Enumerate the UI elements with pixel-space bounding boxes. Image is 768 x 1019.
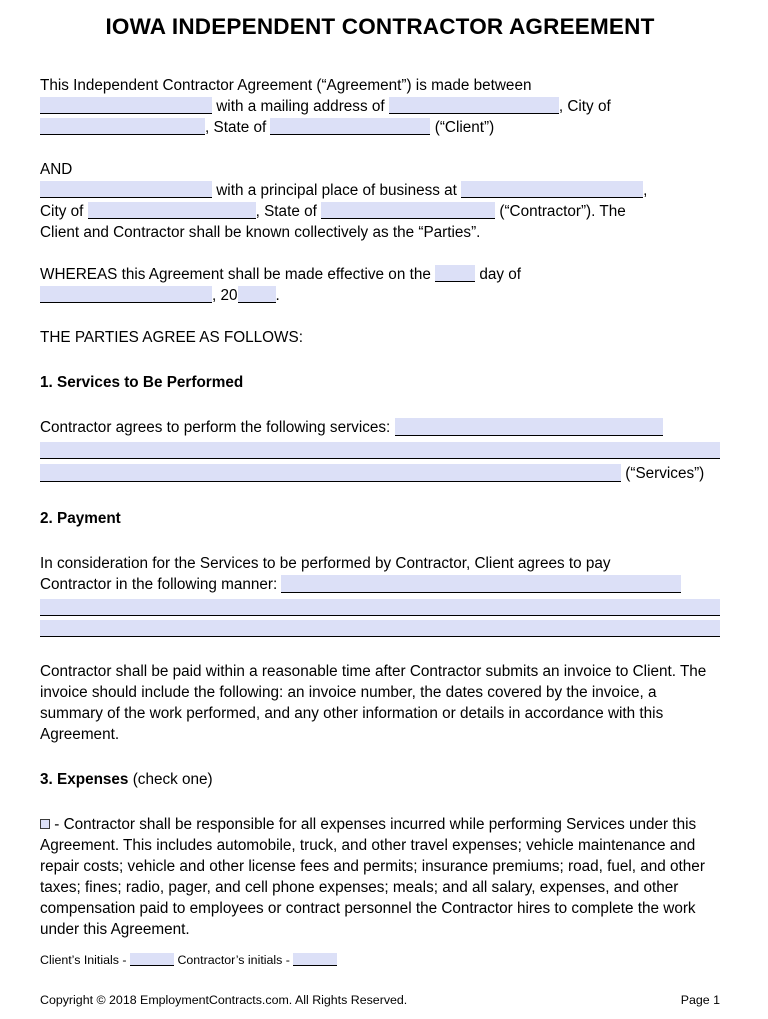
payment-terms-field-line-3[interactable] (40, 620, 720, 637)
contractor-state-of-label: , State of (255, 203, 317, 220)
services-description-field-line-3[interactable] (40, 464, 621, 482)
client-tag-label: (“Client”) (434, 119, 495, 136)
spacer (40, 348, 720, 372)
payment-terms-field-line-2[interactable] (40, 599, 720, 616)
spacer (40, 790, 720, 814)
page-footer (40, 992, 720, 1008)
spacer (40, 745, 720, 769)
checkbox-icon[interactable] (40, 819, 50, 829)
spacer (40, 40, 720, 75)
services-tag-label: (“Services”) (625, 465, 705, 482)
effective-month-field[interactable] (40, 286, 212, 303)
section-1-body (40, 417, 720, 484)
services-description-field-line-3-row (40, 463, 720, 484)
whereas-paragraph (40, 264, 720, 306)
parties-agree-lead: THE PARTIES AGREE AS FOLLOWS: (40, 329, 303, 346)
section-3-title: Expenses (57, 771, 129, 788)
intro-city-of-label: , City of (558, 98, 611, 115)
document-content (40, 0, 720, 940)
and-comma: , (643, 182, 648, 199)
contractor-initials-field[interactable] (293, 953, 337, 966)
intro-state-of-label: , State of (205, 119, 267, 136)
contractor-paragraph (40, 159, 720, 243)
contractor-initials-label: Contractor’s initials - (177, 953, 290, 967)
whereas-day-of-label: day of (479, 266, 522, 283)
whereas-period-label: . (275, 287, 280, 304)
section-3-option-dash: - (54, 816, 60, 833)
client-initials-label: Client’s Initials - (40, 953, 127, 967)
section-3-suffix: (check one) (132, 771, 213, 788)
spacer (40, 484, 720, 508)
client-state-field[interactable] (270, 118, 430, 135)
services-description-field-line-2-row (40, 442, 720, 459)
intro-line-1: This Independent Contractor Agreement (“Agreement”) is made between (40, 77, 532, 94)
intro-paragraph (40, 75, 720, 138)
section-2-number: 2. (40, 510, 53, 527)
section-2-title: Payment (57, 510, 121, 527)
contractor-city-of-label: City of (40, 203, 84, 220)
section-1-heading (40, 372, 720, 393)
intro-with-mailing-address-label: with a mailing address of (216, 98, 385, 115)
services-description-field-line-1[interactable] (395, 418, 663, 436)
section-3-heading (40, 769, 720, 790)
payment-intro-line-2: Contractor in the following manner: (40, 576, 278, 593)
payment-terms-field-line-2-row (40, 599, 720, 616)
with-principal-place-label: with a principal place of business at (216, 182, 457, 199)
effective-day-field[interactable] (435, 265, 475, 282)
section-2-heading (40, 508, 720, 529)
contractor-city-field[interactable] (88, 202, 256, 219)
section-2-body (40, 553, 720, 637)
copyright-text: Copyright © 2018 EmploymentContracts.com. All Rights Reserved. (40, 993, 408, 1007)
page-title: IOWA INDEPENDENT CONTRACTOR AGREEMENT (105, 14, 655, 39)
section-1-number: 1. (40, 374, 53, 391)
services-intro-label: Contractor agrees to perform the following services: (40, 419, 391, 436)
effective-year-field[interactable] (238, 286, 276, 303)
payment-terms-field-line-1[interactable] (281, 575, 681, 593)
and-label: AND (40, 161, 73, 178)
section-3-number: 3. (40, 771, 53, 788)
spacer (40, 243, 720, 264)
section-2-invoice-paragraph: Contractor shall be paid within a reasonable time after Contractor submits an invoice to Client. The invoice should include the following: an invoice number, the dates covered by the invoice, a summary of the work performed, and any other information or details in accordance with this Agreement. (40, 663, 707, 743)
client-city-field[interactable] (40, 118, 205, 135)
contractor-tag-label: (“Contractor”). The (499, 203, 626, 220)
client-mailing-address-field[interactable] (389, 97, 559, 114)
spacer (40, 637, 720, 661)
spacer (40, 138, 720, 159)
client-name-field[interactable] (40, 97, 212, 114)
client-initials-field[interactable] (130, 953, 174, 966)
whereas-year-prefix-label: , 20 (212, 287, 238, 304)
spacer (40, 529, 720, 553)
contractor-name-field[interactable] (40, 181, 212, 198)
spacer (40, 393, 720, 417)
contractor-state-field[interactable] (321, 202, 495, 219)
spacer (40, 306, 720, 327)
payment-terms-field-line-3-row (40, 620, 720, 637)
page-number: Page 1 (680, 993, 720, 1007)
initials-row (40, 952, 337, 968)
payment-intro-line-1: In consideration for the Services to be performed by Contractor, Client agrees to pay (40, 555, 611, 572)
section-3-option-text: Contractor shall be responsible for all expenses incurred while performing Services under this Agreement. This includes automobile, truck, and other travel expenses; vehicle maintenance and repair costs; vehicle and other license fees and permits; insurance premiums; road, fuel, and other taxes; fines; radio, pager, and cell phone expenses; meals; and all salary, expenses, and other compensation paid to employees or contract personnel the Contractor hires to complete the work under this Agreement. (40, 816, 705, 938)
parties-collectively-label: Client and Contractor shall be known collectively as the “Parties”. (40, 224, 481, 241)
contractor-business-address-field[interactable] (461, 181, 643, 198)
services-description-field-line-2[interactable] (40, 442, 720, 459)
section-3-option-row (40, 814, 720, 940)
section-1-title: Services to Be Performed (57, 374, 244, 391)
whereas-lead-label: WHEREAS this Agreement shall be made effective on the (40, 266, 431, 283)
